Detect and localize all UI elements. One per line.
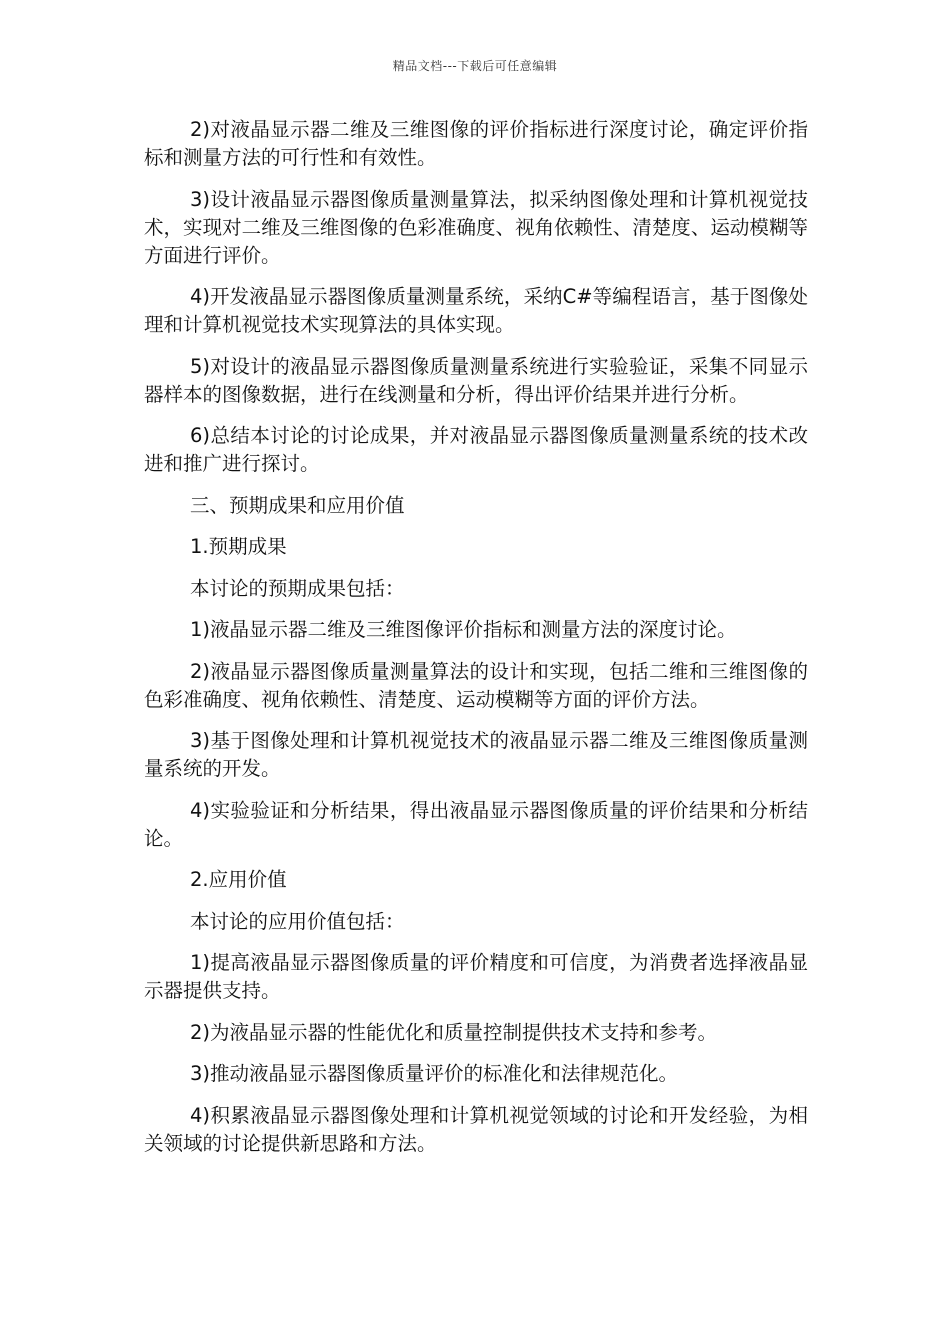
list-item-application-4: 4)积累液晶显示器图像处理和计算机视觉领域的讨论和开发经验，为相关领域的讨论提供新思路和方法。: [144, 1103, 808, 1155]
subheading-application-value: 2.应用价值: [190, 868, 287, 891]
paragraph-application-intro: 本讨论的应用价值包括：: [190, 909, 405, 933]
paragraph-measurement-system: 4)开发液晶显示器图像质量测量系统，采纳C#等编程语言，基于图像处理和计算机视觉技术实现算法的具体实现。: [144, 285, 808, 336]
page-header: 精品文档---下载后可任意编辑: [392, 59, 558, 73]
list-item-expected-1: 1)液晶显示器二维及三维图像评价指标和测量方法的深度讨论。: [190, 618, 737, 641]
list-item-expected-2: 2)液晶显示器图像质量测量算法的设计和实现，包括二维和三维图像的色彩准确度、视角依赖性、清楚度、运动模糊等方面的评价方法。: [144, 659, 808, 711]
paragraph-evaluation-indicators: 2)对液晶显示器二维及三维图像的评价指标进行深度讨论，确定评价指标和测量方法的可行性和有效性。: [144, 118, 808, 169]
paragraph-expected-intro: 本讨论的预期成果包括：: [190, 576, 405, 600]
paragraph-summary: 6)总结本讨论的讨论成果，并对液晶显示器图像质量测量系统的技术改进和推广进行探讨。: [144, 424, 808, 475]
list-item-expected-3: 3)基于图像处理和计算机视觉技术的液晶显示器二维及三维图像质量测量系统的开发。: [144, 729, 808, 780]
list-item-expected-4: 4)实验验证和分析结果，得出液晶显示器图像质量的评价结果和分析结论。: [144, 798, 808, 850]
list-item-application-1: 1)提高液晶显示器图像质量的评价精度和可信度，为消费者选择液晶显示器提供支持。: [144, 951, 808, 1002]
document-body: [144, 116, 808, 1171]
list-item-application-2: 2)为液晶显示器的性能优化和质量控制提供技术支持和参考。: [190, 1020, 718, 1044]
section-heading-expected-results: 三、预期成果和应用价值: [190, 493, 405, 517]
subheading-expected-results: 1.预期成果: [190, 535, 287, 558]
paragraph-measurement-algorithm: 3)设计液晶显示器图像质量测量算法，拟采纳图像处理和计算机视觉技术，实现对二维及三维图像的色彩准确度、视角依赖性、清楚度、运动模糊等方面进行评价。: [144, 187, 808, 267]
list-item-application-3: 3)推动液晶显示器图像质量评价的标准化和法律规范化。: [190, 1062, 679, 1085]
paragraph-experiment-validation: 5)对设计的液晶显示器图像质量测量系统进行实验验证，采集不同显示器样本的图像数据，进行在线测量和分析，得出评价结果并进行分析。: [144, 354, 808, 406]
